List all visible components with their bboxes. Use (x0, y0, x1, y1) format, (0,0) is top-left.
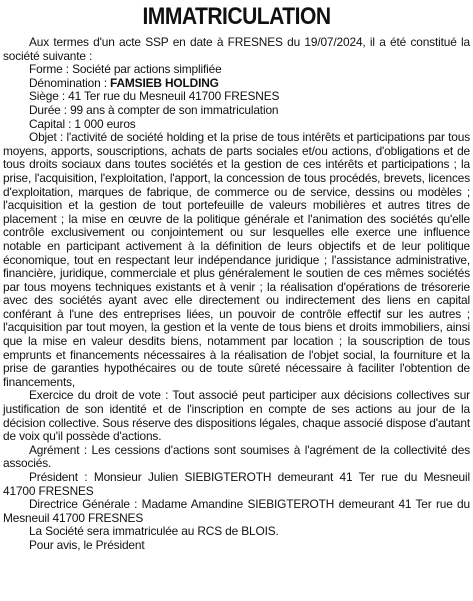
duree-line: Durée : 99 ans à compter de son immatriculation (29, 102, 279, 117)
forme-line: Forme : Société par actions simplifiée (29, 62, 222, 77)
signature-line: Pour avis, le Président (29, 537, 145, 552)
capital-line: Capital : 1 000 euros (29, 116, 136, 131)
intro-paragraph: Aux termes d'un acte SSP en date à FRESNES du 19/07/2024, il a été constitué la société suivante : (3, 35, 470, 63)
denomination-line (3, 77, 470, 91)
president-paragraph: Président : Monsieur Julien SIEBIGTEROTH demeurant 41 Ter rue du Mesneuil 41700 FRESNES (3, 470, 470, 498)
denomination-value: FAMSIEB HOLDING (110, 75, 219, 90)
siege-line: Siège : 41 Ter rue du Mesneuil 41700 FRESNES (29, 89, 280, 104)
vote-paragraph: Exercice du droit de vote : Tout associé peut participer aux décisions collectives sur justification de son identité et de l'inscription en compte de ses actions au jour de la décision collective. Sous réserve des dispositions légales, chaque associé dispose d'autant de voix qu'il possède d'actions. (3, 388, 470, 444)
agrement-paragraph: Agrément : Les cessions d'actions sont soumises à l'agrément de la collectivité des associés. (3, 442, 470, 471)
notice-title: IMMATRICULATION (142, 3, 331, 30)
directrice-paragraph: Directrice Générale : Madame Amandine SIEBIGTEROTH demeurant 41 Ter rue du Mesneuil 41700 FRESNES (3, 497, 470, 525)
rcs-line: La Société sera immatriculée au RCS de BLOIS. (29, 524, 279, 539)
objet-paragraph: Objet : l'activité de société holding et la prise de tous intérêts et participations par tous moyens, apports, souscriptions, achats de parts sociales et/ou actions, d'obligations et de tous droits sociaux dans toutes sociétés et la gestion de ces intérêts et participations ; la prise, l'acquisition, l'exploitation, l'apport, la concession de tous procédés, brevets, licences d'exploitation, marques de fabrique, de commerce ou de service, dessins ou modèles ; l'acquisition et la gestion de tout portefeuille de valeurs mobilières et autres titres de placement ; la mise en œuvre de la politique générale et l'animation des sociétés qu'elle contrôle exclusivement ou conjointement ou sur lesquelles elle exerce une influence notable en participant activement à la définition de leurs objectifs et de leur politique économique, tout en respectant leur indépendance juridique ; l'assistance administrative, financière, juridique, commerciale et plus généralement le soutien de ces mêmes sociétés par tous moyens techniques existants et à venir ; la réalisation d'opérations de trésorerie avec des sociétés ayant avec elle directement ou indirectement des liens en capital conférant à l'une des entreprises liées, un pouvoir de contrôle effectif sur les autres ; l'acquisition par tout moyen, la gestion et la vente de tous biens et droits immobiliers, ainsi que la mise en valeur desdits biens, notamment par location ; la souscription de tous emprunts et financements nécessaires à la réalisation de l'objet social, la fourniture et la prise de garanties hypothécaires ou de toute sûreté nécessaire à faciliter l'obtention de financements, (3, 130, 470, 389)
denomination-label: Dénomination : (29, 75, 111, 90)
